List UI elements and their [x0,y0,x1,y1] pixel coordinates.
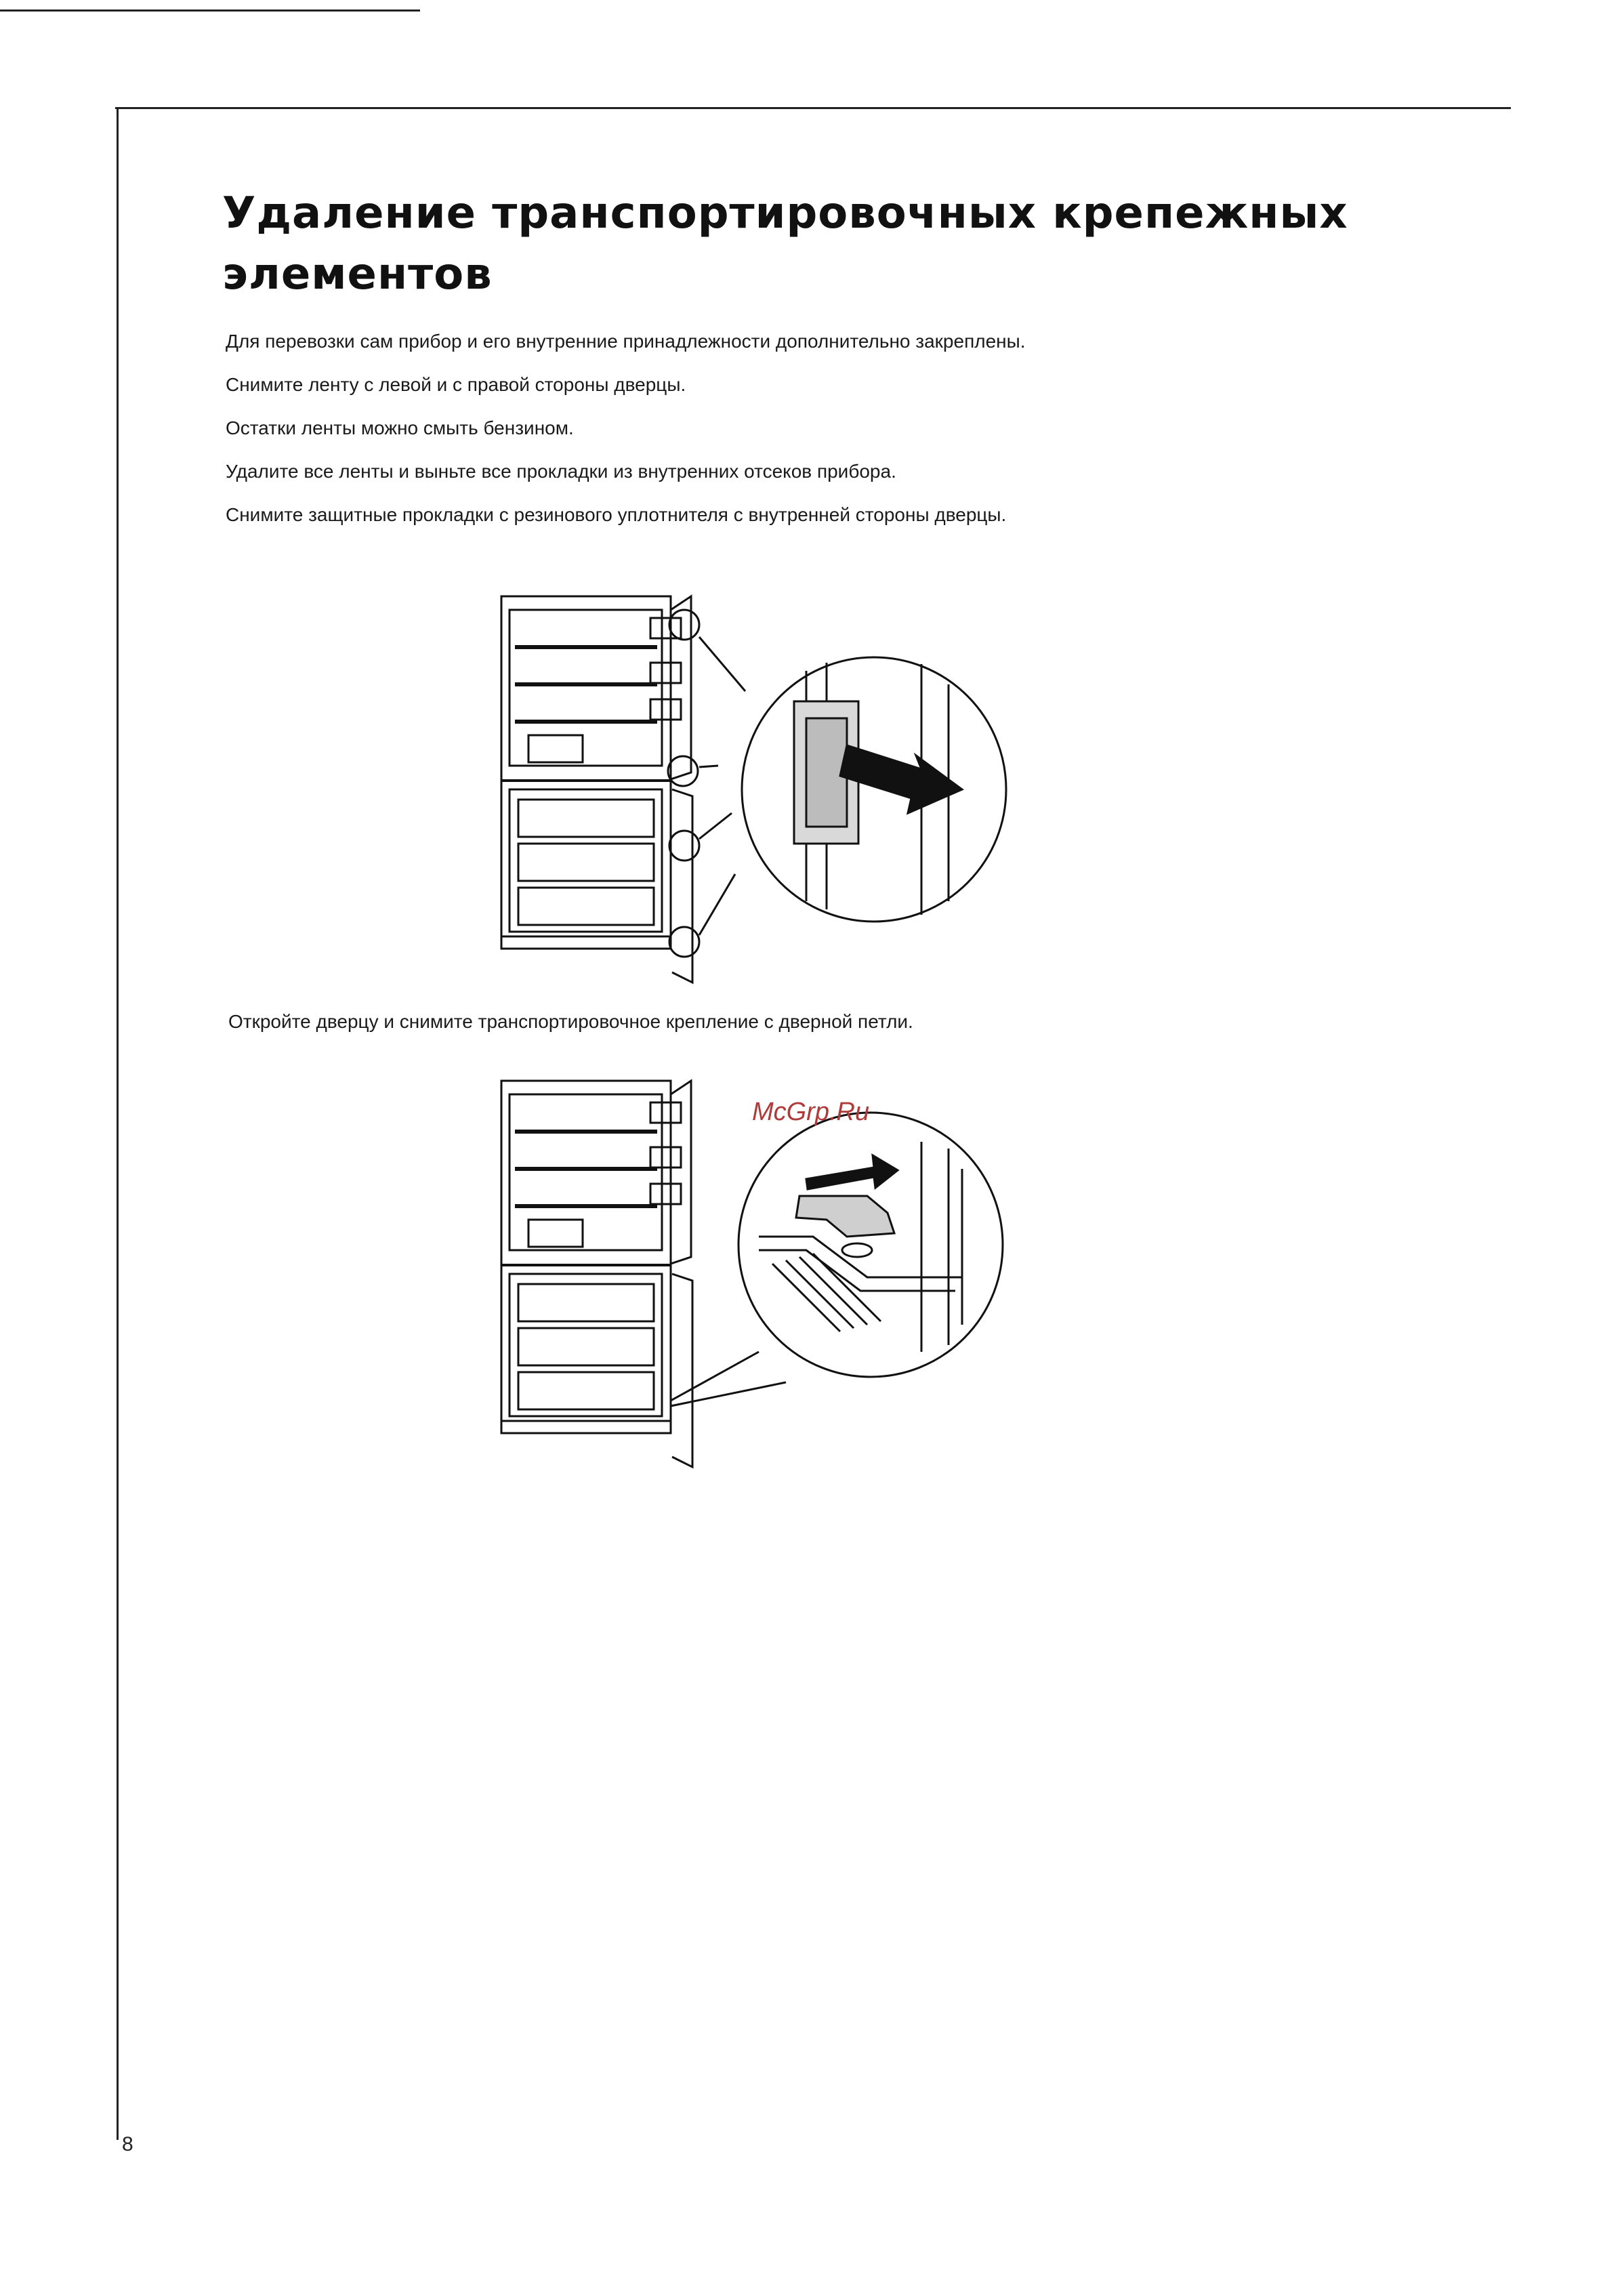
scan-line-top-left [0,9,420,12]
paragraph-4: Удалите все ленты и выньте все прокладки из внутренних отсеков прибора. [226,461,896,482]
scan-line-left-frame [117,107,119,2140]
fridge-hinge-figure [488,1067,1016,1474]
paragraph-2: Снимите ленту с левой и с правой стороны дверцы. [226,374,686,395]
paragraph-3: Остатки ленты можно смыть бензином. [226,417,574,438]
caption-hinge: Откройте дверцу и снимите транспортировочное крепление с дверной петли. [228,1011,913,1032]
page-number: 8 [122,2133,133,2155]
page-title [222,183,1374,305]
paragraph-5: Снимите защитные прокладки с резинового уплотнителя с внутренней стороны дверцы. [226,504,1007,525]
paragraph-1: Для перевозки сам прибор и его внутренние принадлежности дополнительно закреплены. [226,331,1026,352]
page-title-line-2: элементов [222,249,493,299]
scan-line-top-frame [115,107,1511,109]
watermark-text: McGrp.Ru [752,1098,870,1126]
fridge-tape-figure [488,583,1016,989]
page-title-line-1: Удаление транспортировочных крепежных [222,188,1348,239]
